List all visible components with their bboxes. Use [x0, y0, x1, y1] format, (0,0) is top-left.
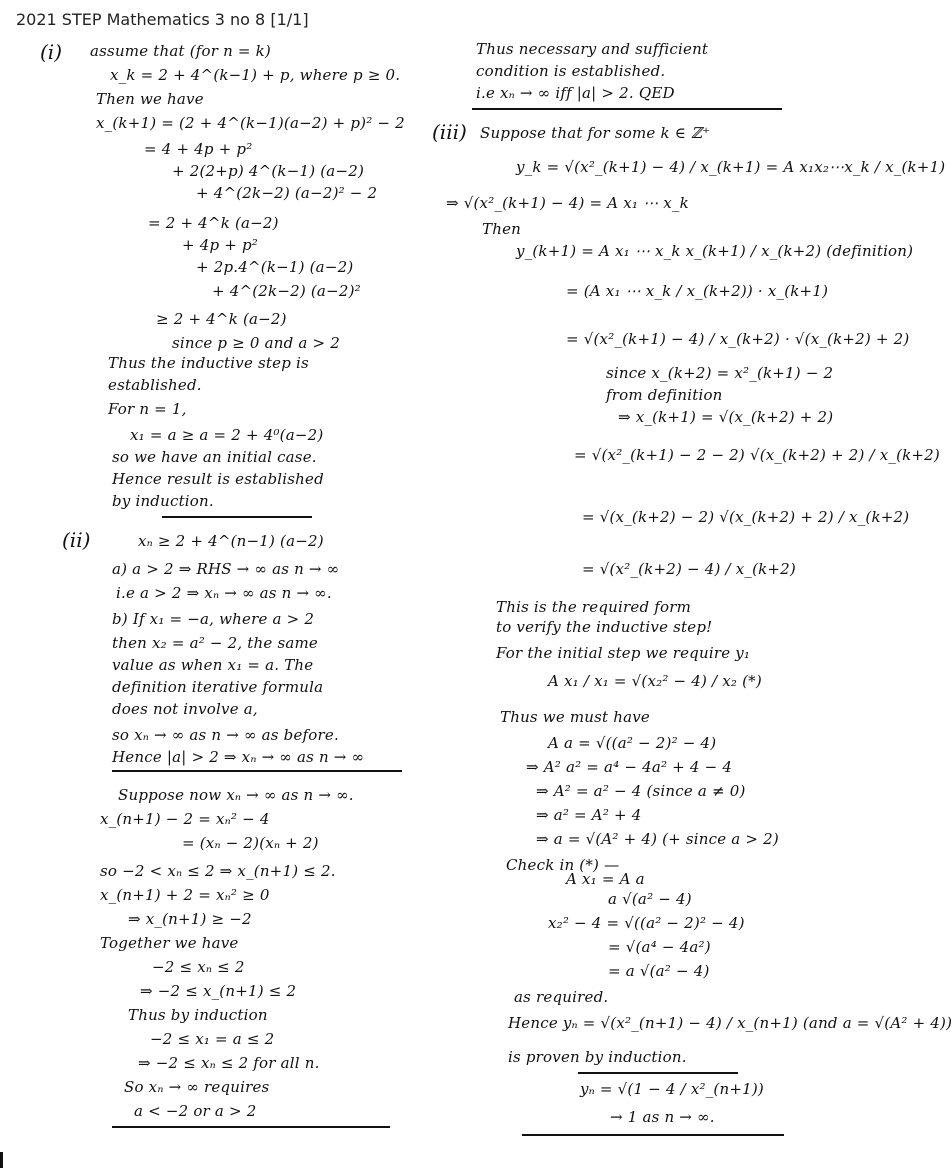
handwritten-line: ⇒ −2 ≤ xₙ ≤ 2 for all n. — [138, 1054, 320, 1072]
handwritten-line: as required. — [514, 988, 609, 1006]
handwritten-line: so we have an initial case. — [112, 448, 317, 466]
divider-line — [578, 1072, 738, 1074]
handwritten-line: so −2 < xₙ ≤ 2 ⇒ x_(n+1) ≤ 2. — [100, 862, 336, 880]
handwritten-line: Thus by induction — [128, 1006, 268, 1024]
handwritten-line: x₂² − 4 = √((a² − 2)² − 4) — [548, 914, 745, 932]
handwritten-line: −2 ≤ x₁ = a ≤ 2 — [150, 1030, 275, 1048]
handwritten-line: Together we have — [100, 934, 239, 952]
handwritten-line: Then — [482, 220, 522, 238]
handwritten-line: Check in (*) — — [506, 856, 620, 874]
divider-line — [472, 108, 782, 110]
handwritten-line: + 2(2+p) 4^(k−1) (a−2) — [172, 162, 365, 180]
handwritten-line: + 4^(2k−2) (a−2)² — [212, 282, 361, 300]
handwritten-line: ⇒ −2 ≤ x_(n+1) ≤ 2 — [140, 982, 297, 1000]
handwritten-line: Hence yₙ = √(x²_(n+1) − 4) / x_(n+1) (and a = √(A² + 4)) — [508, 1014, 952, 1032]
handwritten-line: ⇒ x_(k+1) = √(x_(k+2) + 2) — [618, 408, 834, 426]
handwritten-line: x₁ = a ≥ a = 2 + 4⁰(a−2) — [130, 426, 324, 444]
handwritten-line: This is the required form — [496, 598, 692, 616]
page-title: 2021 STEP Mathematics 3 no 8 [1/1] — [16, 10, 309, 29]
handwritten-line: x_(k+1) = (2 + 4^(k−1)(a−2) + p)² − 2 — [96, 114, 405, 132]
page-edge-mark — [0, 1152, 3, 1168]
handwritten-line: y_(k+1) = A x₁ ⋯ x_k x_(k+1) / x_(k+2) (definition) — [516, 242, 914, 260]
handwritten-line: x_(n+1) − 2 = xₙ² − 4 — [100, 810, 270, 828]
part-ii-label: (ii) — [62, 528, 91, 552]
handwritten-line: then x₂ = a² − 2, the same — [112, 634, 318, 652]
part-i-label: (i) — [40, 40, 63, 64]
handwritten-line: a < −2 or a > 2 — [134, 1102, 257, 1120]
handwritten-line: assume that (for n = k) — [90, 42, 271, 60]
handwritten-line: is proven by induction. — [508, 1048, 687, 1066]
handwritten-line: x_k = 2 + 4^(k−1) + p, where p ≥ 0. — [110, 66, 401, 84]
handwritten-line: Hence result is established — [112, 470, 324, 488]
handwritten-line: xₙ ≥ 2 + 4^(n−1) (a−2) — [138, 532, 324, 550]
handwritten-line: to verify the inductive step! — [496, 618, 713, 636]
handwritten-line: b) If x₁ = −a, where a > 2 — [112, 610, 315, 628]
handwritten-line: + 4^(2k−2) (a−2)² − 2 — [196, 184, 378, 202]
handwritten-line: A x₁ = A a — [566, 870, 645, 888]
handwritten-line: = √(x²_(k+2) − 4) / x_(k+2) — [582, 560, 796, 578]
handwritten-line: = √(a⁴ − 4a²) — [608, 938, 711, 956]
handwritten-line: = √(x²_(k+1) − 4) / x_(k+2) · √(x_(k+2) + 2) — [566, 330, 910, 348]
handwritten-line: = √(x_(k+2) − 2) √(x_(k+2) + 2) / x_(k+2) — [582, 508, 910, 526]
divider-line — [112, 1126, 390, 1128]
handwritten-line: A a = √((a² − 2)² − 4) — [548, 734, 717, 752]
divider-line — [112, 770, 402, 772]
handwritten-line: a) a > 2 ⇒ RHS → ∞ as n → ∞ — [112, 560, 340, 578]
handwritten-line: = (A x₁ ⋯ x_k / x_(k+2)) · x_(k+1) — [566, 282, 829, 300]
handwritten-line: + 4p + p² — [182, 236, 259, 254]
handwritten-line: condition is established. — [476, 62, 666, 80]
handwritten-line: i.e xₙ → ∞ iff |a| > 2. QED — [476, 84, 675, 102]
handwritten-line: ⇒ a = √(A² + 4) (+ since a > 2) — [536, 830, 779, 848]
handwritten-line: = 4 + 4p + p² — [144, 140, 253, 158]
handwritten-line: → 1 as n → ∞. — [610, 1108, 715, 1126]
handwritten-line: + 2p.4^(k−1) (a−2) — [196, 258, 354, 276]
handwritten-line: ⇒ √(x²_(k+1) − 4) = A x₁ ⋯ x_k — [446, 194, 689, 212]
handwritten-line: definition iterative formula — [112, 678, 324, 696]
handwritten-line: ≥ 2 + 4^k (a−2) — [156, 310, 287, 328]
handwritten-line: so xₙ → ∞ as n → ∞ as before. — [112, 726, 339, 744]
handwritten-line: A x₁ / x₁ = √(x₂² − 4) / x₂ (*) — [548, 672, 762, 690]
handwritten-line: ⇒ A² = a² − 4 (since a ≠ 0) — [536, 782, 746, 800]
handwritten-line: Thus necessary and sufficient — [476, 40, 709, 58]
handwritten-line: ⇒ A² a² = a⁴ − 4a² + 4 − 4 — [526, 758, 733, 776]
handwritten-line: For the initial step we require y₁ — [496, 644, 751, 662]
handwritten-line: = a √(a² − 4) — [608, 962, 710, 980]
handwritten-line: Thus we must have — [500, 708, 651, 726]
handwritten-line: a √(a² − 4) — [608, 890, 692, 908]
handwritten-line: = 2 + 4^k (a−2) — [148, 214, 279, 232]
handwritten-line: −2 ≤ xₙ ≤ 2 — [152, 958, 245, 976]
handwritten-line: ⇒ a² = A² + 4 — [536, 806, 642, 824]
handwritten-line: Hence |a| > 2 ⇒ xₙ → ∞ as n → ∞ — [112, 748, 365, 766]
handwritten-line: ⇒ x_(n+1) ≥ −2 — [128, 910, 252, 928]
handwritten-line: i.e a > 2 ⇒ xₙ → ∞ as n → ∞. — [116, 584, 332, 602]
divider-line — [162, 516, 312, 518]
handwritten-line: since x_(k+2) = x²_(k+1) − 2 — [606, 364, 834, 382]
handwritten-line: by induction. — [112, 492, 214, 510]
handwritten-line: yₙ = √(1 − 4 / x²_(n+1)) — [580, 1080, 764, 1098]
handwritten-line: from definition — [606, 386, 723, 404]
handwritten-line: Then we have — [96, 90, 204, 108]
handwritten-line: = (xₙ − 2)(xₙ + 2) — [182, 834, 319, 852]
handwritten-line: since p ≥ 0 and a > 2 — [172, 334, 340, 352]
handwritten-line: established. — [108, 376, 202, 394]
handwritten-line: For n = 1, — [108, 400, 187, 418]
handwritten-line: Thus the inductive step is — [108, 354, 309, 372]
handwritten-line: Suppose now xₙ → ∞ as n → ∞. — [118, 786, 354, 804]
handwritten-line: x_(n+1) + 2 = xₙ² ≥ 0 — [100, 886, 270, 904]
handwritten-line: So xₙ → ∞ requires — [124, 1078, 270, 1096]
handwritten-line: y_k = √(x²_(k+1) − 4) / x_(k+1) = A x₁x₂⋯x_k / x_(k+1) — [516, 158, 946, 176]
handwritten-line: value as when x₁ = a. The — [112, 656, 314, 674]
part-iii-label: (iii) — [432, 120, 467, 144]
handwritten-line: = √(x²_(k+1) − 2 − 2) √(x_(k+2) + 2) / x_(k+2) — [574, 446, 940, 464]
divider-line — [522, 1134, 784, 1136]
handwritten-line: does not involve a, — [112, 700, 258, 718]
handwritten-line: Suppose that for some k ∈ ℤ⁺ — [480, 124, 711, 142]
